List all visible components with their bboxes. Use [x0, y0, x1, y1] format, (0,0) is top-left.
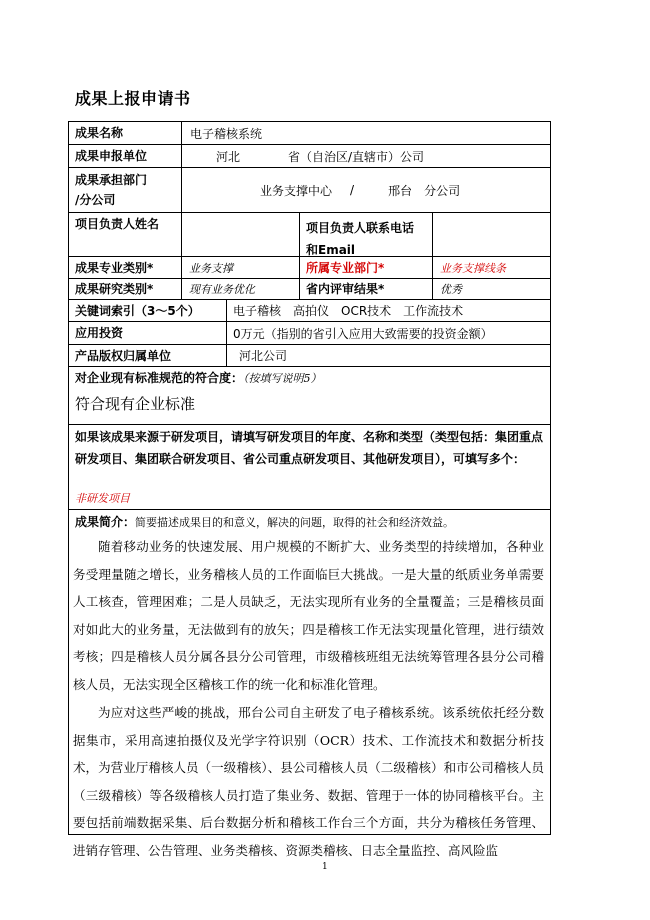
application-form — [68, 121, 551, 858]
standard-label: 对企业现有标准规范的符合度： — [75, 371, 244, 385]
research-category-value: 现有业务优化 — [181, 279, 299, 299]
review-result-label: 省内评审结果* — [299, 279, 432, 299]
row-standard-compliance — [69, 367, 550, 425]
dept-branch: 分公司 — [424, 183, 461, 198]
rd-question: 如果该成果来源于研发项目，请填写研发项目的年度、名称和类型（类型包括：集团重点研发项目、集团联合研发项目、省公司重点研发项目、其他研发项目），可填写多个： — [75, 430, 544, 466]
summary-hint: 简要描述成果目的和意义，解决的问题，取得的社会和经济效益。 — [135, 516, 455, 529]
copyright-label: 产品版权归属单位 — [75, 348, 172, 363]
row-research-category — [69, 279, 550, 300]
undertaking-dept-label — [69, 168, 181, 212]
summary-paragraph-2: 为应对这些严峻的挑战，邢台公司自主研发了电子稽核系统。该系统依托经分数据集市，采用高速拍摄仪及光学字符识别（OCR）技术、工作流技术和数据分析技术，为营业厅稽核人员（一级稽核）、县公司稽核人员（二级稽核）和市公司稽核人员（三级稽核）等各级稽核人员打造了集业务、数据、管理于一体的协同稽核平台。主要包括前端数据采集、后台数据分析和稽核工作台三个方面，共分为稽核任务管理、进销存管理、公告管理、业务类稽核、资源类稽核、日志全量监控、高风险监 — [73, 705, 544, 858]
page-number: 1 — [322, 862, 328, 872]
major-category-label: 成果专业类别* — [75, 260, 154, 275]
achievement-name-value: 电子稽核系统 — [181, 122, 550, 144]
document-title: 成果上报申请书 — [75, 89, 191, 108]
investment-value: 0万元（指别的省引入应用大致需要的投资金额） — [226, 322, 550, 344]
research-category-label: 成果研究类别* — [75, 282, 154, 296]
summary-heading — [75, 512, 454, 533]
standard-value: 符合现有企业标准 — [75, 395, 196, 413]
row-reporting-unit — [69, 145, 550, 168]
row-project-leader — [69, 213, 550, 257]
contact-label-line1: 项目负责人联系电话 — [306, 221, 415, 235]
row-keywords — [69, 300, 550, 322]
keywords-label: 关键词索引（3～5个） — [75, 303, 200, 318]
achievement-name-label: 成果名称 — [75, 126, 124, 140]
investment-label: 应用投资 — [75, 326, 124, 340]
owner-dept-label: 所属专业部门* — [299, 257, 432, 278]
keywords-value: 电子稽核 高拍仪 OCR技术 工作流技术 — [226, 300, 550, 321]
summary-paragraph-1: 随着移动业务的快速发展、用户规模的不断扩大、业务类型的持续增加，各种业务受理量随之增长，业务稽核人员的工作面临巨大挑战。一是大量的纸质业务单需要人工核查，管理困难；二是人员缺乏，无法实现所有业务的全量覆盖；三是稽核员面对如此大的业务量，无法做到有的放矢；四是稽核工作无法实现量化管理，进行绩效考核；四是稽核人员分属各县分公司管理，市级稽核班组无法统筹管理各县分公司稽核人员，无法实现全区稽核工作的统一化和标准化管理。 — [73, 539, 544, 692]
row-achievement-name — [69, 122, 550, 145]
dept-label-line1: 成果承担部门 — [75, 173, 148, 187]
dept-separator: / — [350, 183, 355, 197]
reporting-unit-label: 成果申报单位 — [75, 149, 148, 163]
summary-label: 成果简介： — [75, 515, 136, 529]
dept-center: 业务支撑中心 — [260, 183, 333, 198]
row-rd-project — [69, 425, 550, 510]
review-result-value: 优秀 — [432, 279, 550, 299]
rd-value: 非研发项目 — [75, 492, 130, 505]
dept-city: 邢台 — [388, 183, 413, 198]
row-investment — [69, 322, 550, 345]
unit-province: 河北 — [216, 149, 241, 164]
leader-name-value — [181, 213, 299, 256]
leader-contact-label — [299, 213, 432, 256]
major-category-value: 业务支撑 — [181, 257, 299, 278]
reporting-unit-value — [181, 145, 550, 167]
undertaking-dept-value — [181, 168, 550, 212]
row-copyright — [69, 345, 550, 367]
row-undertaking-dept — [69, 168, 550, 213]
unit-suffix: 省（自治区/直辖市）公司 — [288, 149, 425, 164]
owner-dept-value: 业务支撑线条 — [432, 257, 550, 278]
contact-label-line2: 和Email — [306, 243, 356, 257]
copyright-value: 河北公司 — [226, 345, 550, 366]
row-major-category — [69, 257, 550, 279]
leader-name-label: 项目负责人姓名 — [75, 217, 160, 231]
standard-question — [75, 369, 322, 388]
summary-section — [69, 510, 550, 858]
leader-contact-value — [432, 213, 550, 256]
standard-hint: （按填写说明5） — [243, 372, 322, 385]
dept-label-line2: /分公司 — [75, 193, 116, 207]
